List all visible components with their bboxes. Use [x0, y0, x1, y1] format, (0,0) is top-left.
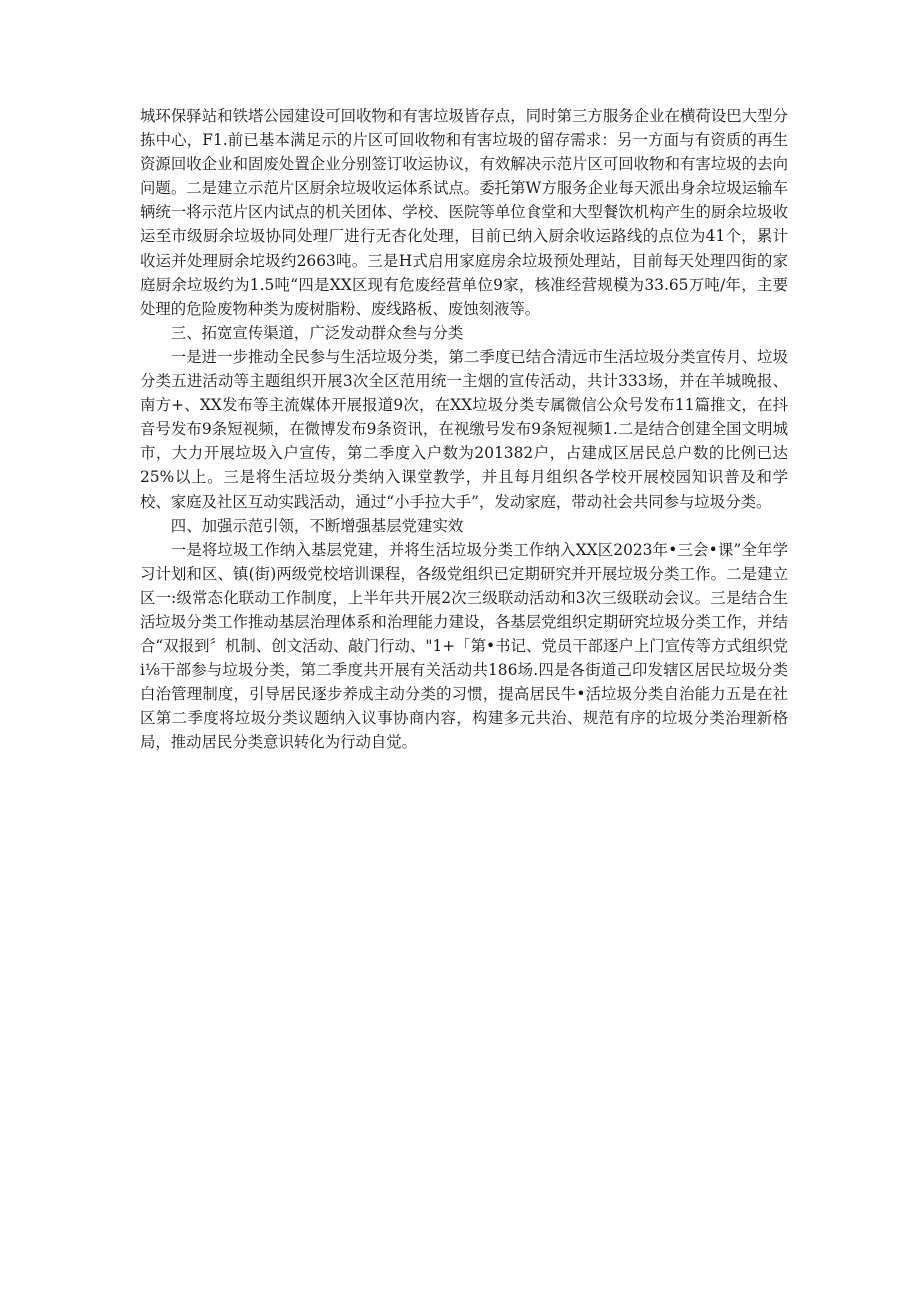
document-body — [140, 104, 788, 755]
paragraph-waste-disposal: 城环保驿站和铁塔公园建设可回收物和有害垃圾皆存点，同时第三方服务企业在横荷设巴大型分拣中心，F1.前已基本满足示的片区可回收物和有害垃圾的留存需求：另一方面与有资质的再生资源回收企业和固废处置企业分别签订收运协议，有效解决示范片区可回收物和有害垃圾的去向问题。二是建立示范片区厨余垃圾收运体系试点。委托第W方服务企业每天派出身余垃圾运输车辆统一将示范片区内试点的机关团体、学校、医院等单位食堂和大型餐饮机构产生的厨余垃圾收运至市级厨余垃圾协同处理厂进行无杏化处理，目前已纳入厨余收运路线的点位为41个，累计收运并处理厨余坨圾约2663吨。三是H式启用家庭房余垃圾预处理站，目前每天处理四街的家庭厨余垃圾约为1.5吨“四是XX区现有危废经营单位9家，核准经营规模为33.65万吨/年，主要处理的危险废物种类为废树脂粉、废线路板、废蚀刻液等。 — [140, 107, 788, 318]
paragraph-party-building: 一是将垃圾工作纳入基层党建，并将生活垃圾分类工作纳入XX区2023年•三会•课”全年学习计划和区、镇(街)两级党校培训课程，各级党组织已定期研究并开展垃圾分类工作。二是建立区一:级常态化联动工作制度，上半年共开展2次三级联动活动和3次三级联动会议。三是结合生活垃圾分类工作推动基层治理体系和治理能力建设，各基层党组织定期研究垃圾分类工作，并结合“双报到〞机制、创文活动、敲门行动、"1+「第•书记、党员干部逐户上门宣传等方式组织党i⅛干部参与垃圾分类，第二季度共开展有关活动共186场.四是各街道己印发辖区居民垃圾分类白治管理制度，引导居民逐步养成主动分类的习惯，提高居民牛•活垃圾分类自治能力五是在社区第二季度将垃圾分类议题纳入议事协商内容，构建多元共治、规范有序的垃圾分类治理新格局，推动居民分类意识转化为行动自觉。 — [140, 540, 788, 752]
section-heading-publicity: 三、拓宽宣传渠道，广泛发动群众叁与分类 — [170, 323, 464, 342]
section-heading-party-building: 四、加强示范引领，不断增强基层党建实效 — [170, 516, 464, 535]
paragraph-publicity: 一是进一步推动全民参与生活垃圾分类，第二季度已结合清远市生活垃圾分类宣传月、垃圾分类五进活动等主题组织开展3次全区范用统一主烟的宣传活动，共计333场，并在羊城晚报、南方+、XX发布等主流媒体开展报道9次，在XX垃圾分类专属微信公众号发布11篇推文，在抖音号发布9条短视频，在微博发布9条资讯，在视缴号发布9条短视频1.二是结合创建全国文明城市，大力开展垃圾入户宣传，第二季度入户数为201382户，占建成区居民总户数的比例已达25%以上。三是将生活垃圾分类纳入课堂教学，并且每月组织各学校开展校园知识普及和学校、家庭及社区互动实践活动，通过“小手拉大手”，发动家庭，带动社会共同参与垃圾分类。 — [140, 347, 788, 511]
